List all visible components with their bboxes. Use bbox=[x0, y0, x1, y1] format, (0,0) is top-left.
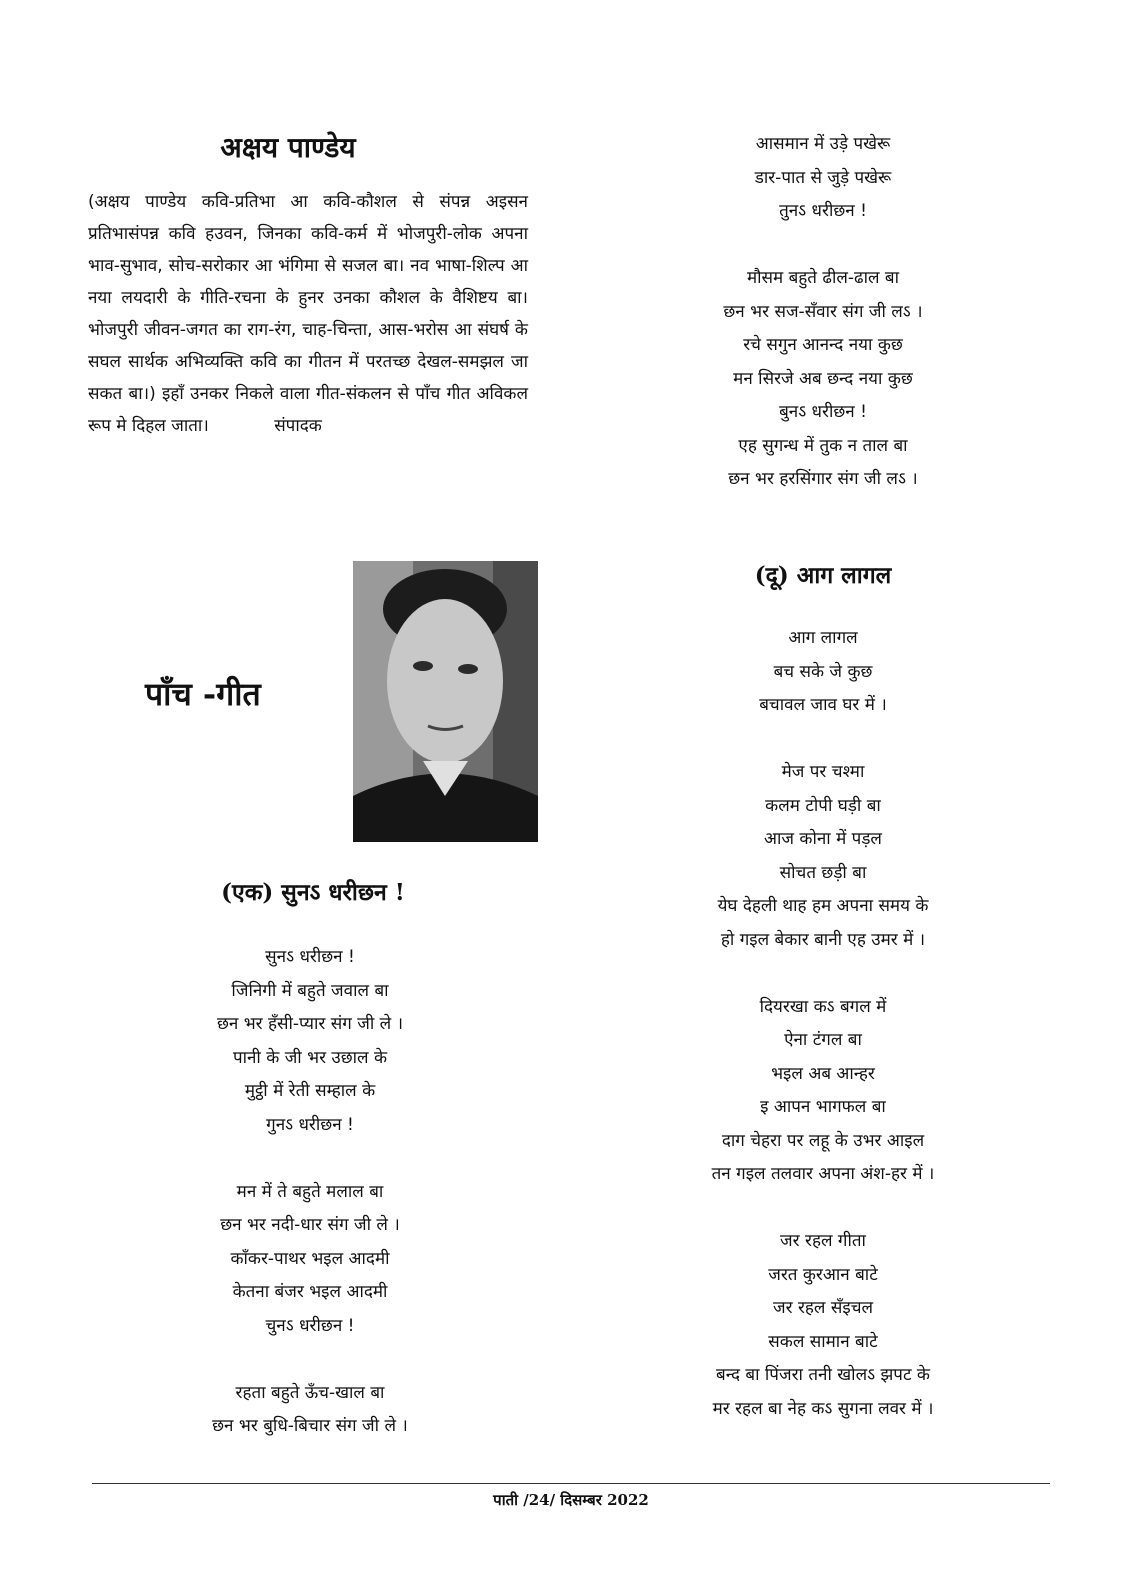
series-title: पाँच -गीत bbox=[145, 675, 261, 713]
poem-line: सकल सामान बाटे bbox=[768, 1331, 878, 1352]
author-photo bbox=[353, 561, 538, 842]
poem-line: आसमान में उड़े पखेरू bbox=[755, 134, 891, 154]
poem1-right-block bbox=[640, 128, 1006, 497]
poem-line: इ आपन भागफल बा bbox=[760, 1097, 886, 1117]
poem-line: छन भर बुधि-बिचार संग जी ले । bbox=[212, 1416, 408, 1436]
poem-line: सुनऽ धरीछन ! bbox=[265, 947, 355, 967]
footer-divider bbox=[92, 1483, 1050, 1484]
poem-line: तुनऽ धरीछन ! bbox=[779, 201, 867, 221]
poem-line: मेज पर चश्मा bbox=[781, 762, 865, 782]
poem-line: येघ देहली थाह हम अपना समय के bbox=[717, 896, 929, 916]
poem-line: ऐना टंगल बा bbox=[784, 1030, 862, 1050]
poem1-stanza bbox=[140, 1176, 480, 1344]
poem-line: छन भर हँसी-प्यार संग जी ले । bbox=[216, 1014, 404, 1034]
poem2-title: (दू) आग लागल bbox=[754, 562, 892, 589]
poem-line: जर रहल सँइचल bbox=[772, 1298, 874, 1318]
portrait-image bbox=[353, 561, 538, 842]
poem2-stanza bbox=[640, 756, 1006, 957]
poem-line: केतना बंजर भइल आदमी bbox=[232, 1282, 388, 1302]
poem-line: बुनऽ धरीछन ! bbox=[779, 402, 867, 422]
poem-line: जरत कुरआन बाटे bbox=[768, 1264, 878, 1285]
poem1-left-block bbox=[140, 941, 480, 1444]
poem-line: मन में ते बहुते मलाल बा bbox=[236, 1181, 384, 1202]
poem-line: मन सिरजे अब छन्द नया कुछ bbox=[733, 368, 913, 389]
poem1-stanza bbox=[640, 128, 1006, 229]
poem-line: हो गइल बेकार बानी एह उमर में । bbox=[720, 929, 926, 950]
poem-line: एह सुगन्ध में तुक न ताल बा bbox=[738, 435, 908, 456]
poem1-stanza bbox=[640, 262, 1006, 497]
poem-line: जिनिगी में बहुते जवाल बा bbox=[231, 980, 389, 1001]
poem-line: डार-पात से जुड़े पखेरू bbox=[754, 167, 892, 188]
poem-line: छन भर हरसिंगार संग जी लऽ । bbox=[728, 469, 918, 489]
poem-line: पानी के जी भर उछाल के bbox=[232, 1047, 388, 1068]
poem-line: सोचत छड़ी बा bbox=[779, 862, 867, 883]
editor-credit: संपादक bbox=[274, 416, 322, 436]
poem-line: दाग चेहरा पर लहू के उभर आइल bbox=[721, 1130, 925, 1151]
poem-line: भइल अब आन्हर bbox=[771, 1063, 875, 1084]
poem-line: बन्द बा पिंजरा तनी खोलऽ झपट के bbox=[716, 1365, 930, 1385]
poem-line: काँकर-पाथर भइल आदमी bbox=[230, 1248, 390, 1269]
poem-line: गुनऽ धरीछन ! bbox=[266, 1114, 354, 1135]
poem2-stanza bbox=[640, 622, 1006, 723]
poem2-stanza bbox=[640, 991, 1006, 1192]
poem-line: चुनऽ धरीछन ! bbox=[265, 1315, 355, 1336]
poem1-stanza bbox=[140, 941, 480, 1142]
poem1-stanza bbox=[140, 1377, 480, 1444]
poem-line: बच सके जे कुछ bbox=[773, 661, 873, 682]
author-name: अक्षय पाण्डेय bbox=[220, 131, 356, 164]
poem-line: आग लागल bbox=[788, 628, 858, 648]
poem-line: मुट्ठी में रेती सम्हाल के bbox=[244, 1081, 376, 1101]
poem-line: दियरखा कऽ बगल में bbox=[759, 996, 887, 1017]
poem-line: रचे सगुन आनन्द नया कुछ bbox=[743, 335, 903, 355]
poem-line: जर रहल गीता bbox=[780, 1231, 866, 1251]
poem-line: मर रहल बा नेह कऽ सुगना लवर में । bbox=[712, 1398, 934, 1419]
poem-line: बचावल जाव घर में । bbox=[759, 695, 887, 715]
intro-text: (अक्षय पाण्डेय कवि-प्रतिभा आ कवि-कौशल से संपन्न अइसन प्रतिभासंपन्न कवि हउवन, जिनका कवि-कर्म में भोजपुरी-लोक अपना भाव-सुभाव, सोच-सरोकार आ भंगिमा से सजल बा। नव भाषा-शिल्प आ नया लयदारी के गीति-रचना के हुनर उनका कौशल के वैशिष्टय बा। भोजपुरी जीवन-जगत का राग-रंग, चाह-चिन्ता, आस-भरोस आ संघर्ष के सघल सार्थक अभिव्यक्ति कवि का गीतन में परतच्छ देखल-समझल जा सकत बा।) इहाँ उनकर निकले वाला गीत-संकलन से पाँच गीत अविकल रूप मे दिहल जाता। bbox=[88, 192, 528, 436]
poem-line: छन भर सज-सँवार संग जी लऽ । bbox=[723, 301, 923, 322]
poem2-stanza bbox=[640, 1225, 1006, 1426]
poem-line: आज कोना में पड़ल bbox=[764, 829, 882, 849]
poem2-block bbox=[640, 622, 1006, 1426]
poem-line: मौसम बहुते ढील-ढाल बा bbox=[746, 268, 900, 288]
poem-line: छन भर नदी-धार संग जी ले । bbox=[220, 1215, 400, 1235]
poem-line: रहता बहुते ऊँच-खाल बा bbox=[235, 1382, 385, 1403]
poem-line: तन गइल तलवार अपना अंश-हर में । bbox=[711, 1164, 935, 1184]
page-footer: पाती /24/ दिसम्बर 2022 bbox=[493, 1491, 649, 1509]
intro-paragraph bbox=[88, 186, 528, 442]
poem1-title: (एक) सुनऽ धरीछन ! bbox=[221, 879, 405, 906]
poem-line: कलम टोपी घड़ी बा bbox=[765, 795, 881, 816]
